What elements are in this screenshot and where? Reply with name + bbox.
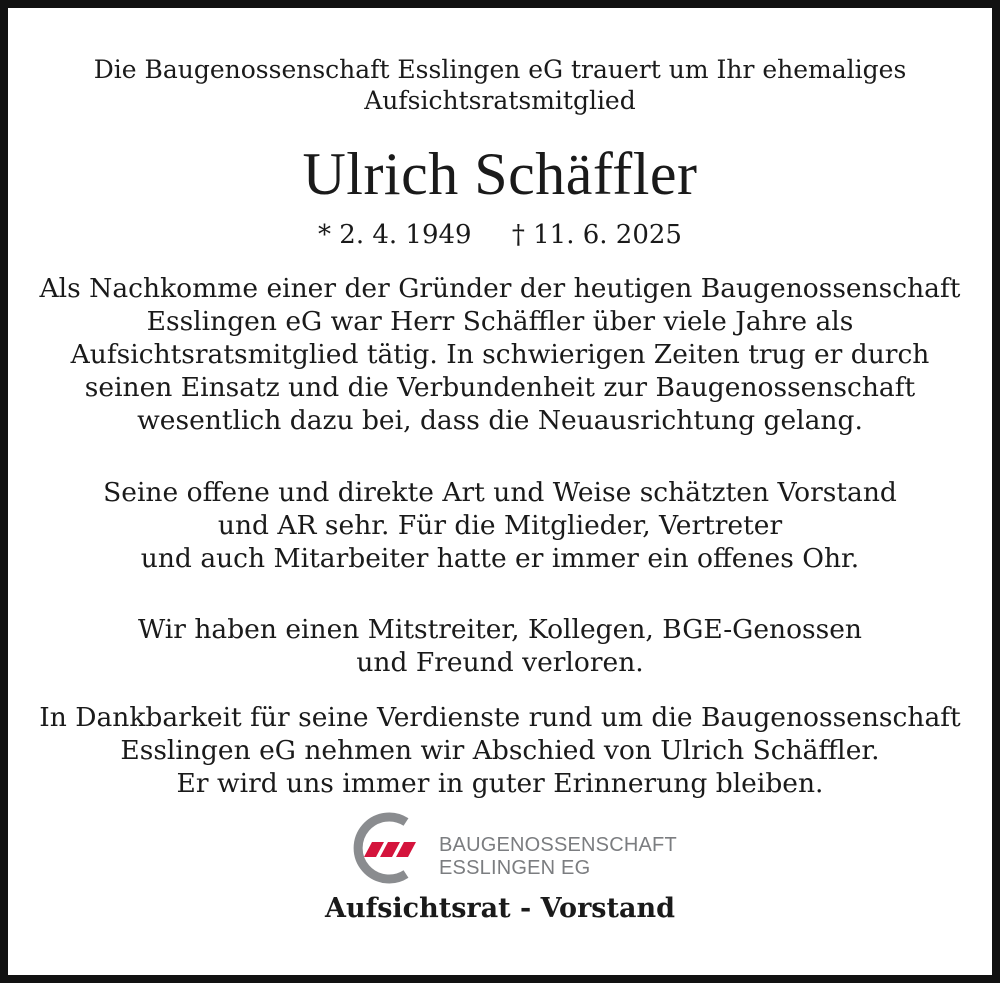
text-line: Er wird uns immer in guter Erinnerung bleiben. [176, 768, 824, 799]
text-line: Als Nachkomme einer der Gründer der heutigen Baugenossenschaft [39, 273, 961, 304]
logo-text [439, 834, 677, 880]
text-line: und Freund verloren. [356, 647, 644, 678]
paragraph-3 [0, 613, 1000, 679]
text-line: Seine offene und direkte Art und Weise schätzten Vorstand [103, 477, 897, 508]
birth-date: * 2. 4. 1949 [318, 220, 472, 250]
deceased-name: Ulrich Schäffler [302, 141, 698, 207]
text-line: seinen Einsatz und die Verbundenheit zur Baugenossenschaft [84, 372, 916, 403]
text-line: und auch Mitarbeiter hatte er immer ein offenes Ohr. [140, 543, 860, 574]
intro-text [0, 54, 1000, 116]
text-line: Aufsichtsratsmitglied tätig. In schwierigen Zeiten trug er durch [70, 339, 930, 370]
intro-line: Aufsichtsratsmitglied [364, 86, 636, 115]
text-line: wesentlich dazu bei, dass die Neuausrichtung gelang. [137, 405, 863, 436]
text-line: und AR sehr. Für die Mitglieder, Vertreter [217, 510, 783, 541]
intro-line: Die Baugenossenschaft Esslingen eG trauert um Ihr ehemaliges [93, 55, 907, 84]
text-line: In Dankbarkeit für seine Verdienste rund um die Baugenossenschaft [39, 702, 961, 733]
company-logo [342, 812, 677, 884]
paragraph-4 [0, 701, 1000, 800]
logo-line: BAUGENOSSENSCHAFT [439, 834, 677, 856]
text-line: Wir haben einen Mitstreiter, Kollegen, BGE-Genossen [138, 614, 862, 645]
text-line: Esslingen eG war Herr Schäffler über viele Jahre als [146, 306, 854, 337]
logo-line: ESSLINGEN EG [439, 857, 591, 879]
text-line: Esslingen eG nehmen wir Abschied von Ulrich Schäffler. [120, 735, 880, 766]
paragraph-1 [0, 272, 1000, 437]
logo-mark-icon [342, 812, 434, 884]
death-date: † 11. 6. 2025 [511, 220, 682, 250]
paragraph-2 [0, 476, 1000, 575]
life-dates [0, 218, 1000, 252]
signature: Aufsichtsrat - Vorstand [325, 893, 675, 924]
